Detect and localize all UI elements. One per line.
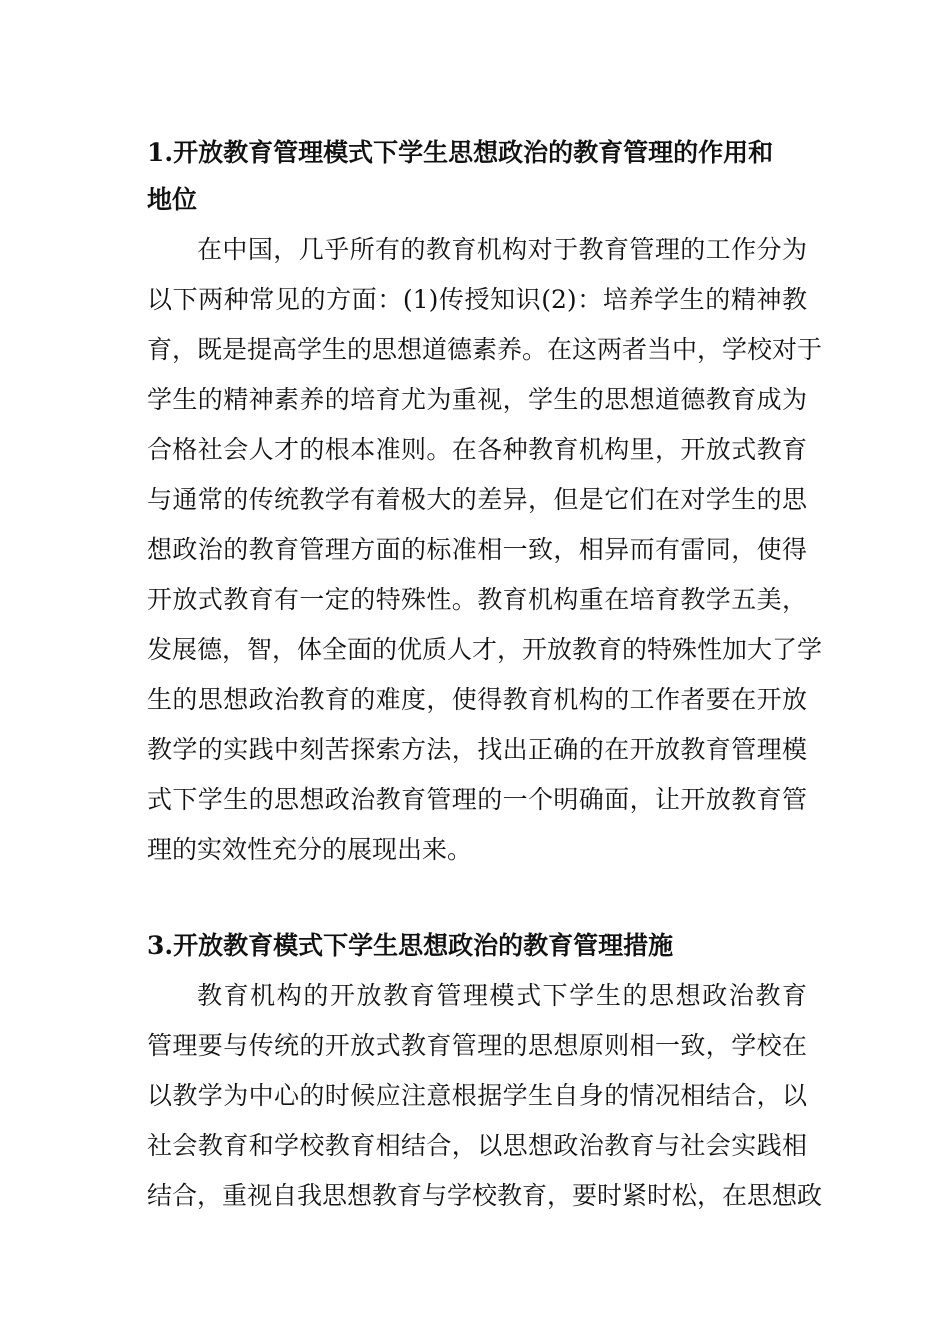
paragraph-line: 合格社会人才的根本准则。在各种教育机构里，开放式教育 (147, 435, 807, 464)
paragraph-line: 教育机构的开放教育管理模式下学生的思想政治教育 (197, 981, 807, 1010)
paragraph-line: 社会教育和学校教育相结合，以思想政治教育与社会实践相 (147, 1131, 807, 1160)
paragraph-line: 开放式教育有一定的特殊性。教育机构重在培育教学五美， (147, 585, 807, 614)
paragraph-line: 学生的精神素养的培育尤为重视，学生的思想道德教育成为 (147, 385, 807, 414)
paragraph-line: 管理要与传统的开放式教育管理的思想原则相一致，学校在 (147, 1031, 807, 1060)
paragraph-line: 想政治的教育管理方面的标准相一致，相异而有雷同，使得 (147, 535, 807, 564)
paragraph-line: 发展德，智，体全面的优质人才，开放教育的特殊性加大了学 (147, 635, 823, 664)
section-3-heading: 3.开放教育模式下学生思想政治的教育管理措施 (147, 931, 674, 960)
paragraph-line: 式下学生的思想政治教育管理的一个明确面，让开放教育管 (147, 785, 807, 814)
paragraph-line: 育，既是提高学生的思想道德素养。在这两者当中，学校对于 (147, 335, 823, 364)
section-1-heading-line-1: 1.开放教育管理模式下学生思想政治的教育管理的作用和 (147, 138, 774, 167)
paragraph-line: 生的思想政治教育的难度，使得教育机构的工作者要在开放 (147, 685, 807, 714)
section-1-heading-line-2: 地位 (147, 185, 198, 214)
paragraph-line: 理的实效性充分的展现出来。 (147, 835, 473, 864)
paragraph-line: 以教学为中心的时候应注意根据学生自身的情况相结合，以 (147, 1081, 807, 1110)
paragraph-line: 在中国，几乎所有的教育机构对于教育管理的工作分为 (197, 235, 807, 264)
paragraph-line: 以下两种常见的方面：(1)传授知识(2)：培养学生的精神教 (147, 285, 807, 314)
paragraph-line: 教学的实践中刻苦探索方法，找出正确的在开放教育管理模 (147, 735, 807, 764)
paragraph-line: 结合，重视自我思想教育与学校教育，要时紧时松，在思想政 (147, 1181, 823, 1210)
paragraph-line: 与通常的传统教学有着极大的差异，但是它们在对学生的思 (147, 485, 807, 514)
